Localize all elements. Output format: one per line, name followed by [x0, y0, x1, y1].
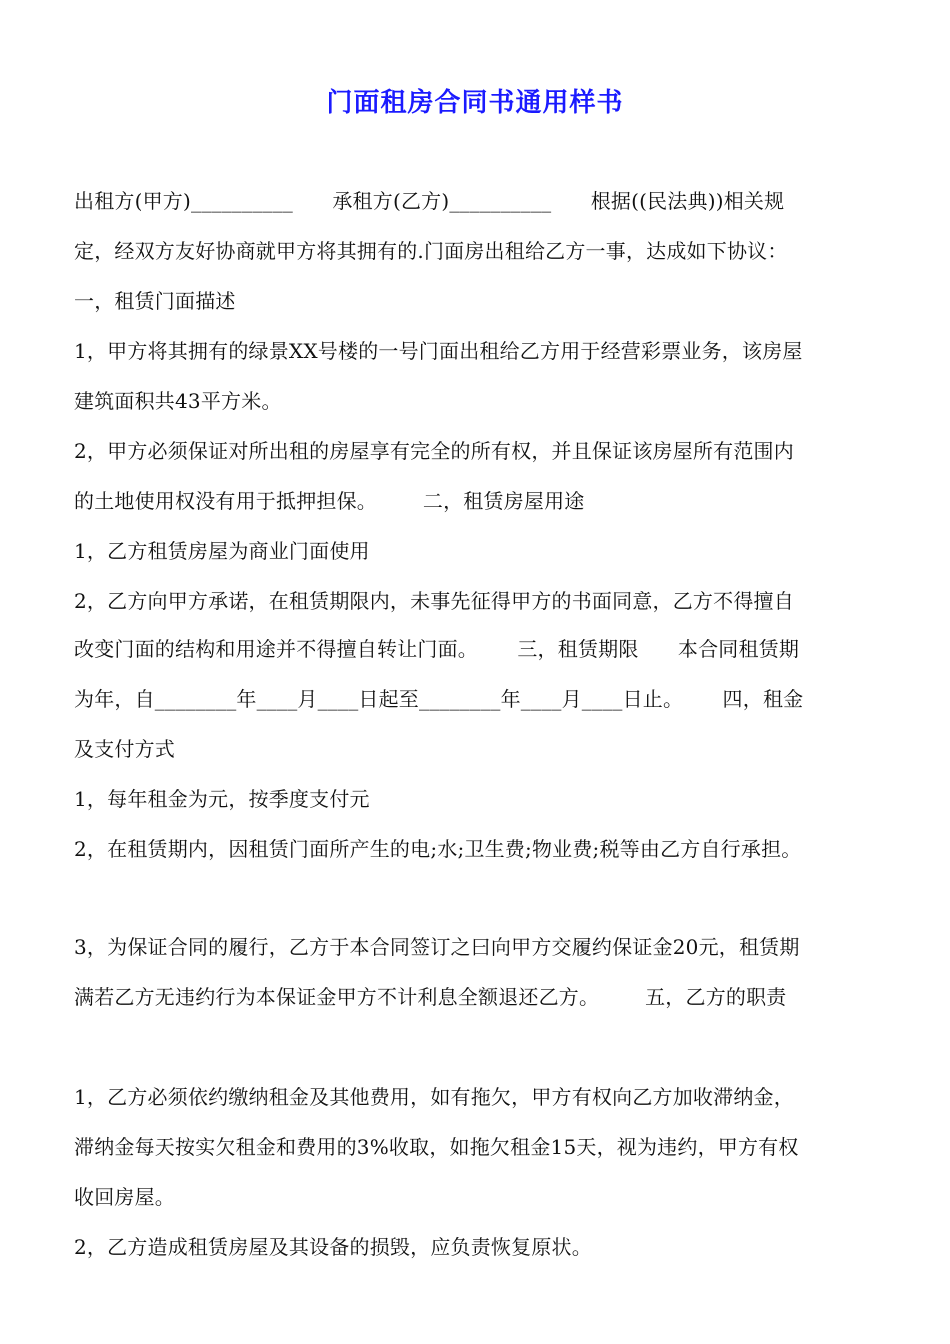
body-line: 2，甲方必须保证对所出租的房屋享有完全的所有权，并且保证该房屋所有范围内: [74, 439, 794, 463]
body-line: 1，甲方将其拥有的绿景XX号楼的一号门面出租给乙方用于经营彩票业务，该房屋: [74, 339, 803, 363]
body-line: 一，租赁门面描述: [74, 289, 236, 313]
body-line: 为年，自________年____月____日起至________年____月____日止。 四，租金: [74, 687, 804, 711]
body-line: 滞纳金每天按实欠租金和费用的3%收取，如拖欠租金15天，视为违约，甲方有权: [74, 1135, 799, 1159]
body-line: 定，经双方友好协商就甲方将其拥有的.门面房出租给乙方一事，达成如下协议：: [74, 239, 788, 263]
body-line: 3，为保证合同的履行，乙方于本合同签订之曰向甲方交履约保证金20元，租赁期: [74, 935, 800, 959]
body-line: 改变门面的结构和用途并不得擅自转让门面。 三，租赁期限 本合同租赁期: [74, 637, 800, 661]
body-line: 2，在租赁期内，因租赁门面所产生的电;水;卫生费;物业费;税等由乙方自行承担。: [74, 837, 802, 861]
body-line: 1，乙方必须依约缴纳租金及其他费用，如有拖欠，甲方有权向乙方加收滞纳金，: [74, 1085, 794, 1109]
body-line: 2，乙方造成租赁房屋及其设备的损毁，应负责恢复原状。: [74, 1235, 592, 1259]
body-line: 建筑面积共43平方米。: [74, 389, 282, 413]
document-title: 门面租房合同书通用样书: [326, 88, 624, 118]
body-line: 2，乙方向甲方承诺，在租赁期限内，未事先征得甲方的书面同意，乙方不得擅自: [74, 589, 794, 613]
body-line: 及支付方式: [74, 737, 175, 761]
body-line: 1，每年租金为元，按季度支付元: [74, 787, 370, 811]
body-line: 的土地使用权没有用于抵押担保。 二，租赁房屋用途: [74, 489, 585, 513]
body-line: 满若乙方无违约行为本保证金甲方不计利息全额退还乙方。 五，乙方的职责: [74, 985, 787, 1009]
body-line: 出租方(甲方)__________ 承租方(乙方)__________ 根据((民法典))相关规: [74, 189, 785, 213]
body-line: 收回房屋。: [74, 1185, 175, 1209]
body-line: 1，乙方租赁房屋为商业门面使用: [74, 539, 370, 563]
